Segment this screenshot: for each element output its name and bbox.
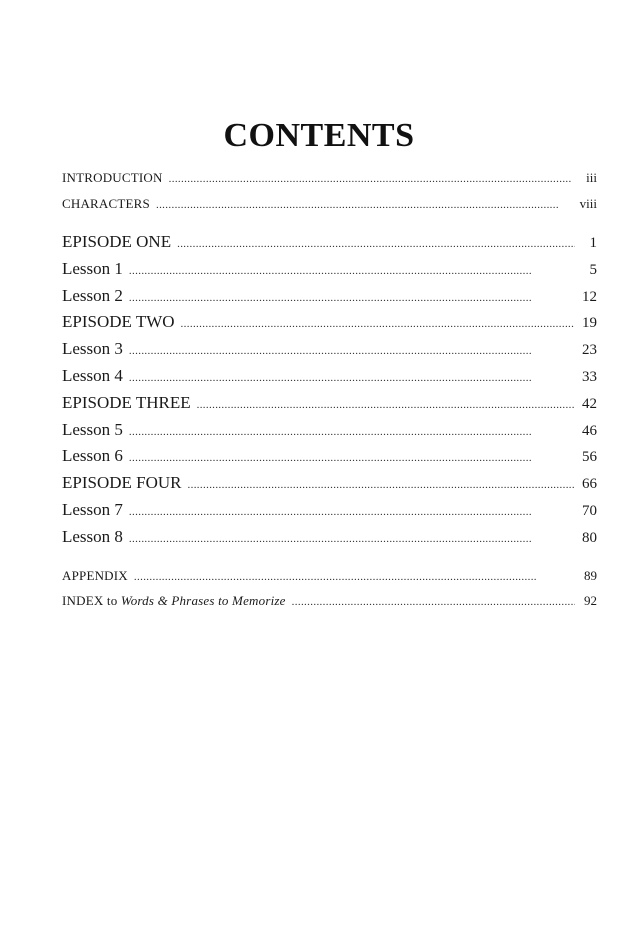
toc-entry-lesson-5 [62,420,597,440]
toc-entry-episode-four [62,473,597,493]
toc-entry-episode-one [62,232,597,252]
dot-leader [197,399,575,411]
toc-entry-label: EPISODE FOUR [62,473,182,492]
toc-entry-page: 66 [582,476,597,492]
toc-entry-label: CHARACTERS [62,196,150,211]
dot-leader [129,292,575,304]
toc-entry-lesson-1 [62,259,597,279]
dot-leader [156,199,574,211]
toc-entry-lesson-6 [62,446,597,466]
toc-entry-page: 80 [582,530,597,546]
dot-leader [129,426,575,438]
toc-entry-label [62,593,292,609]
dot-leader [292,596,575,608]
toc-entry-page: 42 [582,396,597,412]
dot-leader [181,318,575,330]
toc-entry-page: 33 [582,369,597,385]
toc-entry-episode-three [62,393,597,413]
toc-entry-introduction [62,170,597,186]
toc-entry-label: Lesson 4 [62,366,123,385]
toc-entry-label: EPISODE ONE [62,232,172,251]
dot-leader [129,265,575,277]
toc-entry-label: Lesson 8 [62,527,123,546]
dot-leader [129,372,575,384]
toc-entry-page: 19 [582,315,597,331]
dot-leader [129,345,575,357]
toc-entry-index [62,593,597,609]
toc-entry-page: iii [586,170,597,185]
toc-entry-lesson-2 [62,286,597,306]
toc-entry-page: 23 [582,342,597,358]
index-label-prefix: INDEX to [62,593,121,608]
toc-entry-page: 1 [589,235,597,251]
index-label-italic: Words & Phrases to Memorize [120,593,286,608]
toc-entry-episode-two [62,312,597,332]
toc-entry-label: Lesson 6 [62,446,123,465]
toc-entry-page: 5 [589,262,597,278]
toc-entry-label: Lesson 7 [62,500,123,519]
toc-entry-label: APPENDIX [62,568,128,583]
dot-leader [129,452,575,464]
dot-leader [129,506,575,518]
dot-leader [134,571,575,583]
toc-entry-page: viii [579,196,597,211]
toc-entry-page: 56 [582,449,597,465]
toc-entry-lesson-4 [62,366,597,386]
dot-leader [177,238,575,250]
toc-entry-page: 46 [582,423,597,439]
toc-entry-characters [62,196,597,212]
toc-entry-label: INTRODUCTION [62,170,163,185]
toc-entry-label: EPISODE TWO [62,312,175,331]
toc-entry-label: Lesson 3 [62,339,123,358]
toc-entry-page: 89 [584,568,597,583]
toc-entry-label: Lesson 2 [62,286,123,305]
toc-entry-page: 70 [582,503,597,519]
toc-entry-label: Lesson 1 [62,259,123,278]
dot-leader [169,173,575,185]
dot-leader [129,533,575,545]
toc-entry-appendix [62,568,597,584]
page-title: CONTENTS [223,117,415,154]
toc-entry-lesson-8 [62,527,597,547]
dot-leader [188,479,576,491]
toc-entry-page: 12 [582,289,597,305]
toc-entry-lesson-3 [62,339,597,359]
toc-entry-page: 92 [584,593,597,608]
toc-entry-lesson-7 [62,500,597,520]
toc-entry-label: Lesson 5 [62,420,123,439]
toc-entry-label: EPISODE THREE [62,393,191,412]
